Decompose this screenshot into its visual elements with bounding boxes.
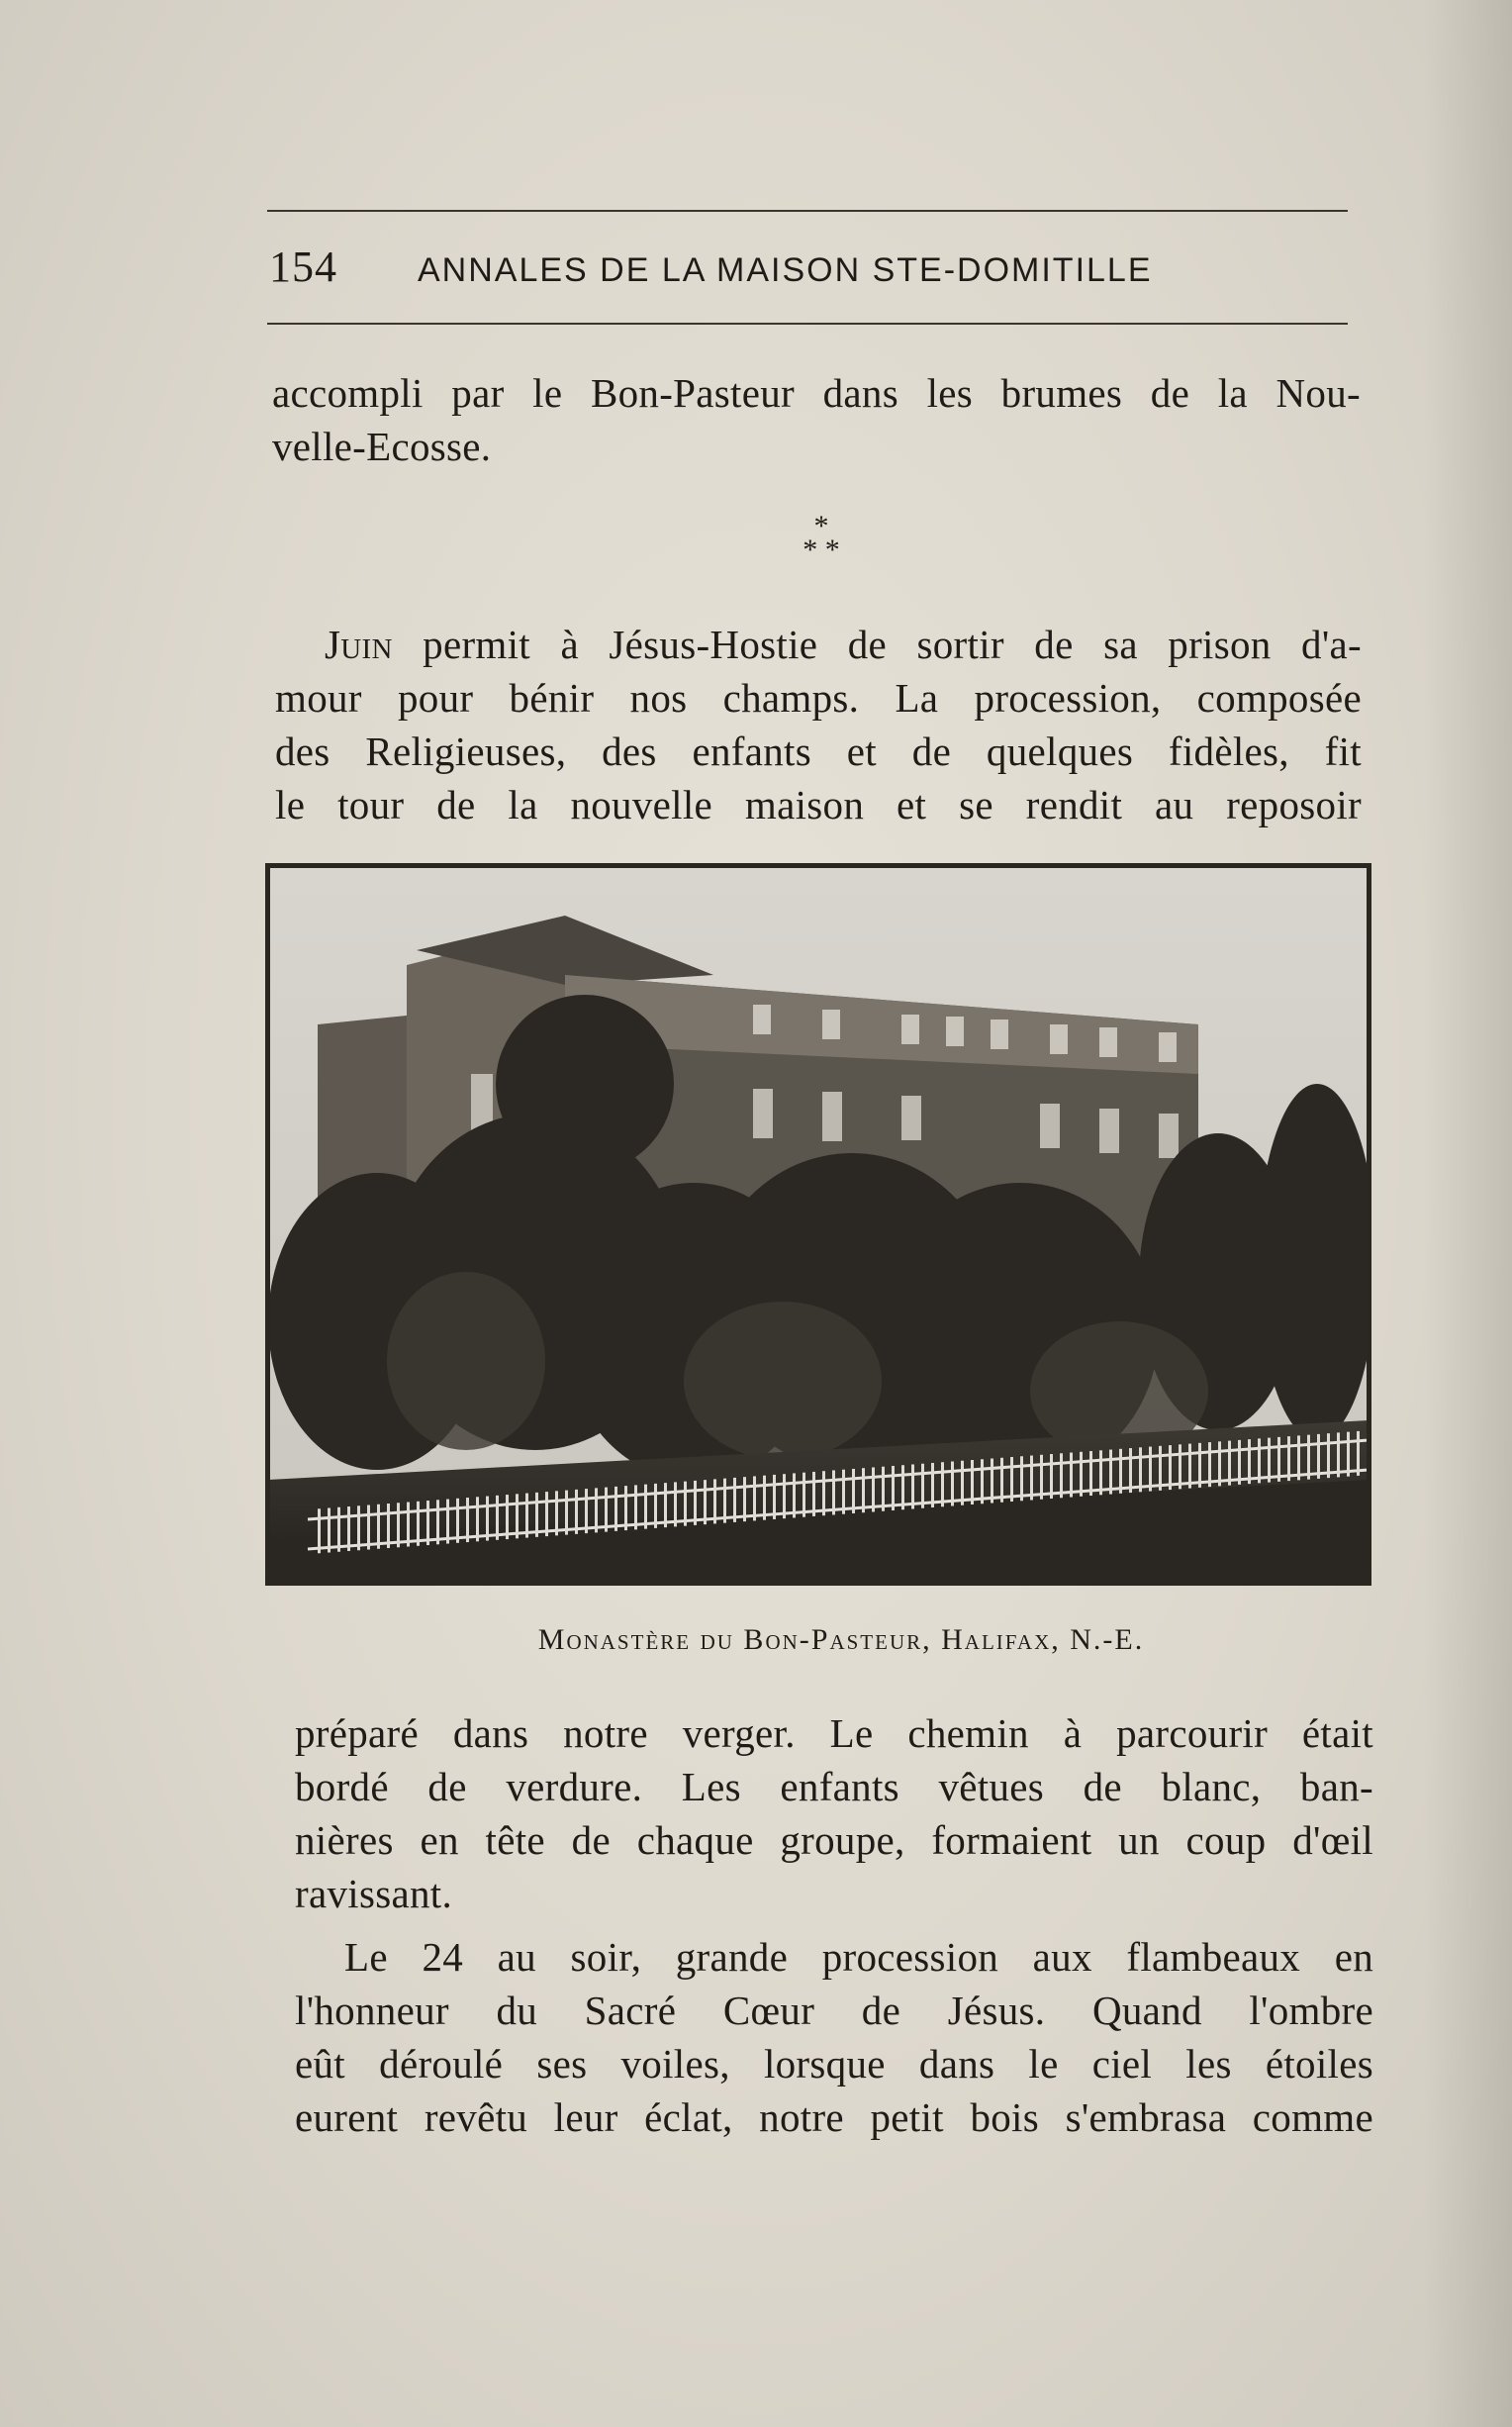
fence-picket	[832, 1470, 835, 1514]
fence-picket	[872, 1467, 875, 1511]
asterism-bottom: * *	[803, 534, 840, 566]
fence-picket	[1080, 1452, 1083, 1497]
fence-picket	[901, 1465, 904, 1509]
fence-picket	[1337, 1432, 1340, 1477]
fence-picket	[1149, 1447, 1152, 1492]
section-asterism	[772, 510, 871, 566]
fence-picket	[763, 1476, 766, 1520]
fence-picket	[981, 1459, 984, 1504]
fence-picket	[585, 1489, 588, 1533]
fence-picket	[1089, 1451, 1092, 1496]
fence-picket	[1248, 1439, 1251, 1484]
fence-picket	[862, 1468, 865, 1512]
fence-picket	[1000, 1458, 1003, 1503]
fence-picket	[713, 1479, 716, 1523]
fence-picket	[753, 1476, 756, 1520]
fence-picket	[555, 1491, 558, 1535]
fence-picket	[1169, 1445, 1172, 1490]
paragraph-continuation	[272, 366, 1361, 473]
fence-picket	[684, 1482, 687, 1526]
fence-picket	[654, 1484, 657, 1528]
text-line: accompli par le Bon-Pasteur dans les brumes de la Nou-	[272, 370, 1361, 416]
fence-picket	[911, 1464, 914, 1508]
fence-picket	[733, 1478, 736, 1522]
fence-picket	[1258, 1438, 1261, 1483]
fence-picket	[337, 1507, 340, 1552]
fence-picket	[1327, 1433, 1330, 1478]
fence-picket	[1198, 1443, 1201, 1488]
fence-picket	[476, 1497, 479, 1541]
fence-picket	[644, 1485, 647, 1529]
fence-picket	[1357, 1431, 1360, 1476]
fence-picket	[1287, 1436, 1290, 1481]
fence-picket	[516, 1494, 519, 1538]
text-line	[275, 618, 1362, 671]
fence-picket	[1347, 1432, 1350, 1477]
fence-picket	[882, 1467, 885, 1511]
fence-picket	[506, 1495, 509, 1539]
fence-picket	[1218, 1441, 1221, 1486]
fence-picket	[1020, 1456, 1023, 1501]
text-line: l'honneur du Sacré Cœur de Jésus. Quand l'ombre	[295, 1988, 1373, 2033]
fence-picket	[387, 1504, 390, 1548]
fence-picket	[1297, 1435, 1300, 1480]
fence-picket	[1109, 1450, 1112, 1495]
fence-picket	[723, 1479, 726, 1523]
fence-picket	[1228, 1441, 1231, 1486]
text-line: ravissant.	[295, 1871, 452, 1916]
text-line: des Religieuses, des enfants et de quelques fidèles, fit	[275, 728, 1362, 774]
fence-picket	[634, 1485, 637, 1529]
fence-picket	[951, 1461, 954, 1505]
fence-picket	[1119, 1449, 1122, 1494]
fence-picket	[377, 1505, 380, 1549]
text-line: le tour de la nouvelle maison et se rendit au reposoir	[275, 782, 1362, 827]
fence-picket	[793, 1473, 796, 1517]
fence-picket	[595, 1488, 598, 1532]
paragraph-verger	[295, 1706, 1373, 1920]
fence-picket	[664, 1483, 667, 1527]
fence-picket	[1040, 1455, 1043, 1500]
text-line: nières en tête de chaque groupe, formaient un coup d'œil	[295, 1817, 1373, 1863]
text-line: velle-Ecosse.	[272, 424, 492, 469]
fence-picket	[674, 1482, 677, 1526]
monastery-photograph	[265, 863, 1371, 1586]
fence-picket	[1238, 1440, 1241, 1485]
fence-picket	[466, 1498, 469, 1542]
fence-picket	[328, 1508, 331, 1553]
lead-word: Juin	[325, 622, 393, 667]
fence-picket	[575, 1490, 578, 1534]
fence-picket	[397, 1503, 400, 1547]
fence-picket	[1139, 1447, 1142, 1492]
text-line: bordé de verdure. Les enfants vêtues de blanc, ban-	[295, 1764, 1373, 1809]
fence-picket	[614, 1487, 617, 1531]
fence-picket	[1268, 1438, 1271, 1483]
text-line: eurent revêtu leur éclat, notre petit bois s'embrasa comme	[295, 2094, 1373, 2140]
text-line: Le 24 au soir, grande procession aux flambeaux en	[344, 1934, 1373, 1980]
fence-picket	[991, 1459, 993, 1504]
fence-picket	[1060, 1453, 1063, 1498]
fence-picket	[743, 1477, 746, 1521]
text-line: eût déroulé ses voiles, lorsque dans le ciel les étoiles	[295, 2041, 1373, 2087]
fence-picket	[1317, 1434, 1320, 1479]
fence-picket	[852, 1469, 855, 1513]
fence-picket	[1129, 1448, 1132, 1493]
fence-picket	[783, 1474, 786, 1518]
text-line: mour pour bénir nos champs. La procession, composée	[275, 675, 1362, 721]
header-bottom-rule	[267, 323, 1348, 325]
fence-picket	[803, 1473, 805, 1517]
fence-picket	[565, 1491, 568, 1535]
fence-picket	[436, 1500, 439, 1544]
fence-picket	[357, 1505, 360, 1550]
fence-picket	[1030, 1456, 1033, 1501]
fence-picket	[1010, 1457, 1013, 1502]
paragraph-procession	[295, 1930, 1373, 2144]
page-header	[269, 242, 1348, 301]
fence-picket	[941, 1462, 944, 1506]
fence-picket	[407, 1503, 410, 1547]
fence-picket	[1179, 1444, 1181, 1489]
header-top-rule	[267, 210, 1348, 212]
fence-picket	[961, 1461, 964, 1505]
fence-picket	[486, 1497, 489, 1541]
fence-picket	[1070, 1453, 1073, 1498]
figure-caption: Monastère du Bon-Pasteur, Halifax, N.-E.	[537, 1623, 1145, 1656]
fence-picket	[456, 1499, 459, 1543]
fence-picket	[1208, 1442, 1211, 1487]
fence-picket	[842, 1470, 845, 1514]
fence-picket	[1188, 1444, 1191, 1489]
fence-picket	[535, 1493, 538, 1537]
fence-picket	[545, 1492, 548, 1536]
fence-picket	[367, 1505, 370, 1550]
page-edge-shadow	[1423, 0, 1512, 2427]
fence-picket	[822, 1471, 825, 1515]
fence-picket	[446, 1500, 449, 1544]
page-number: 154	[269, 243, 337, 291]
paragraph-june	[275, 618, 1362, 831]
fence-picket	[971, 1460, 974, 1505]
fence-picket	[417, 1502, 420, 1546]
asterism-top: *	[813, 510, 829, 542]
fence-picket	[318, 1508, 321, 1553]
fence-picket	[496, 1496, 499, 1540]
monastery-photo-illustration	[268, 866, 1369, 1583]
fence-picket	[931, 1463, 934, 1507]
fence-picket	[892, 1466, 895, 1510]
fence-picket	[426, 1501, 429, 1545]
fence-picket	[347, 1506, 350, 1551]
fence-picket	[1307, 1435, 1310, 1480]
fence-picket	[624, 1486, 627, 1530]
fence-picket	[921, 1464, 924, 1508]
fence-picket	[694, 1481, 697, 1525]
fence-picket	[704, 1480, 707, 1524]
text-line-rest: permit à Jésus-Hostie de sortir de sa prison d'a-	[392, 622, 1362, 667]
fence-picket	[1050, 1454, 1053, 1499]
fence-picket	[1277, 1437, 1280, 1482]
fence-picket	[1159, 1446, 1162, 1491]
fence-picket	[525, 1494, 528, 1538]
running-head: ANNALES DE LA MAISON STE-DOMITILLE	[418, 251, 1153, 289]
fence-picket	[812, 1472, 815, 1516]
fence-picket	[605, 1488, 608, 1532]
fence-picket	[1099, 1450, 1102, 1495]
fence-picket	[773, 1475, 776, 1519]
text-line: préparé dans notre verger. Le chemin à parcourir était	[295, 1710, 1373, 1756]
